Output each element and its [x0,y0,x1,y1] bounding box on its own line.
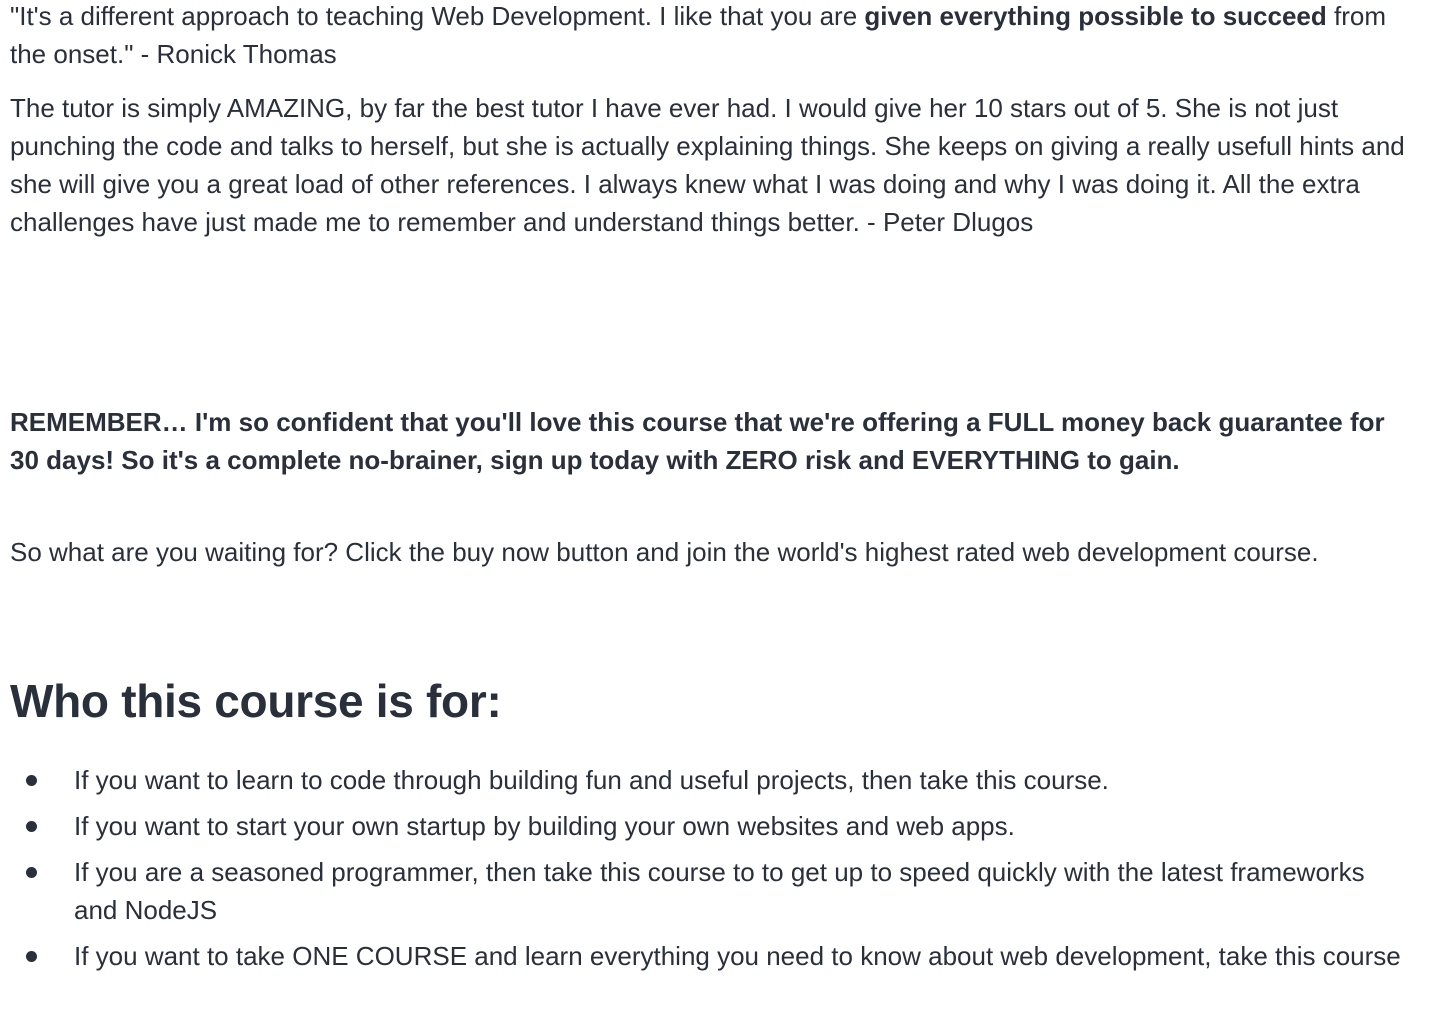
testimonial-peter-dlugos: The tutor is simply AMAZING, by far the best tutor I have ever had. I would give her 10 stars out of 5. She is not just punching the code and talks to herself, but she is actually explaining things. She keeps on giving a really usefull hints and she will give you a great load of other references. I always knew what I was doing and why I was doing it. All the extra challenges have just made me to remember and understand things better. - Peter Dlugos [10,93,1405,237]
bullet-icon [26,821,37,832]
call-to-action-text: So what are you waiting for? Click the buy now button and join the world's highest rated web development course. [10,537,1319,567]
list-item-text: If you want to learn to code through building fun and useful projects, then take this course. [74,765,1109,795]
audience-heading: Who this course is for: [10,675,502,727]
money-back-guarantee: REMEMBER… I'm so confident that you'll love this course that we're offering a FULL money back guarantee for 30 days! So it's a complete no-brainer, sign up today with ZERO risk and EVERYTHING to gain. [10,407,1385,475]
testimonial-text-bold: given everything possible to succeed [864,1,1327,31]
list-item-text: If you want to take ONE COURSE and learn everything you need to know about web development, take this course [74,941,1401,971]
list-item [10,807,1410,845]
testimonial-text-prefix: "It's a different approach to teaching Web Development. I like that you are [10,1,865,31]
list-item [10,937,1410,975]
testimonial-ronick-thomas [10,0,1410,73]
bullet-icon [26,867,37,878]
bullet-icon [26,775,37,786]
bullet-icon [26,951,37,962]
list-item [10,853,1410,929]
list-item-text: If you are a seasoned programmer, then take this course to to get up to speed quickly with the latest frameworks and NodeJS [74,857,1365,925]
list-item [10,761,1410,799]
audience-list [10,761,1410,983]
testimonial-text-suffix: from the onset." - Ronick Thomas [10,1,1387,69]
list-item-text: If you want to start your own startup by building your own websites and web apps. [74,811,1015,841]
